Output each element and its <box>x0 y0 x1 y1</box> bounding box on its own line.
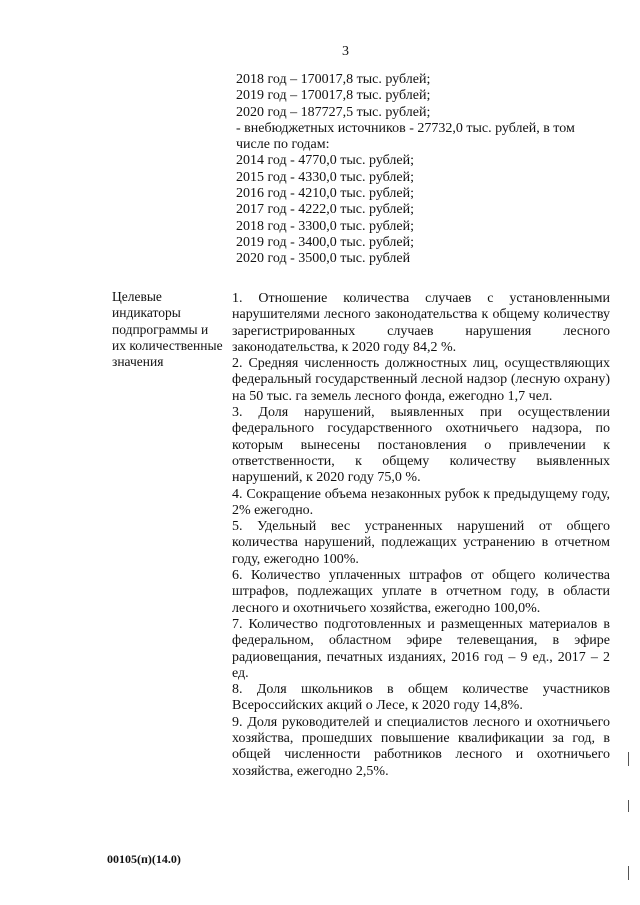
indicator-item: 3. Доля нарушений, выявленных при осуществлении федерального государственного охотничьего надзора, по которым вынесены постановления о привлечении к ответственности, к общему количеству выявленных нарушений, к 2020 году 75,0 %. <box>232 405 610 486</box>
indicator-item: 8. Доля школьников в общем количестве участников Всероссийских акций о Лесе, к 2020 году 14,8%. <box>232 682 610 714</box>
indicator-item: 6. Количество уплаченных штрафов от общего количества штрафов, подлежащих уплате в отчетном году, в области лесного и охотничьего хозяйства, ежегодно 100,0%. <box>232 568 610 616</box>
funding-line: 2019 год – 170017,8 тыс. рублей; <box>236 88 431 104</box>
funding-line: 2017 год - 4222,0 тыс. рублей; <box>236 202 415 218</box>
funding-line: 2020 год - 3500,0 тыс. рублей <box>236 251 411 267</box>
funding-line: 2014 год - 4770,0 тыс. рублей; <box>236 153 415 169</box>
footer-code: 00105(п)(14.0) <box>107 852 181 866</box>
scan-mark <box>628 800 629 812</box>
indicator-item: 9. Доля руководителей и специалистов лесного и охотничьего хозяйства, прошедших повышение квалификации за год, в общей численности работников лесного и охотничьего хозяйства, ежегодно 2,5%. <box>232 714 610 779</box>
page-number: 3 <box>342 44 349 59</box>
indicator-item: 7. Количество подготовленных и размещенных материалов в федеральном, областном эфире телевещания, в эфире радиовещания, печатных изданиях, 2016 год – 9 ед., 2017 – 2 ед. <box>232 616 610 681</box>
funding-line: 2015 год - 4330,0 тыс. рублей; <box>236 169 415 185</box>
funding-line: 2019 год - 3400,0 тыс. рублей; <box>236 234 415 250</box>
indicator-item: 2. Средняя численность должностных лиц, осуществляющих федеральный государственный лесной надзор (лесную охрану) на 50 тыс. га земель лесного фонда, ежегодно 1,7 чел. <box>232 356 610 404</box>
funding-line: - внебюджетных источников - 27732,0 тыс. рублей, в том <box>236 120 575 136</box>
funding-line: 2020 год – 187727,5 тыс. рублей; <box>236 104 431 120</box>
funding-block <box>236 72 616 268</box>
indicator-item: 1. Отношение количества случаев с установленными нарушителями лесного законодательства к общему количеству зарегистрированных случаев нарушения лесного законодательства, к 2020 году 84,2 %. <box>232 291 610 355</box>
funding-line: числе по годам: <box>236 137 330 153</box>
funding-line: 2018 год – 170017,8 тыс. рублей; <box>236 72 431 87</box>
funding-line: 2016 год - 4210,0 тыс. рублей; <box>236 186 415 202</box>
scan-mark <box>628 752 629 766</box>
indicator-item: 5. Удельный вес устраненных нарушений от общего количества нарушений, подлежащих устранению в отчетном году, ежегодно 100%. <box>232 519 610 567</box>
indicators-list <box>232 291 610 780</box>
funding-line: 2018 год - 3300,0 тыс. рублей; <box>236 218 415 234</box>
scan-mark <box>628 866 629 880</box>
section-label: Целевые индикаторы подпрограммы и их количественные значения <box>112 289 223 370</box>
indicator-item: 4. Сокращение объема незаконных рубок к предыдущему году, 2% ежегодно. <box>232 486 610 518</box>
